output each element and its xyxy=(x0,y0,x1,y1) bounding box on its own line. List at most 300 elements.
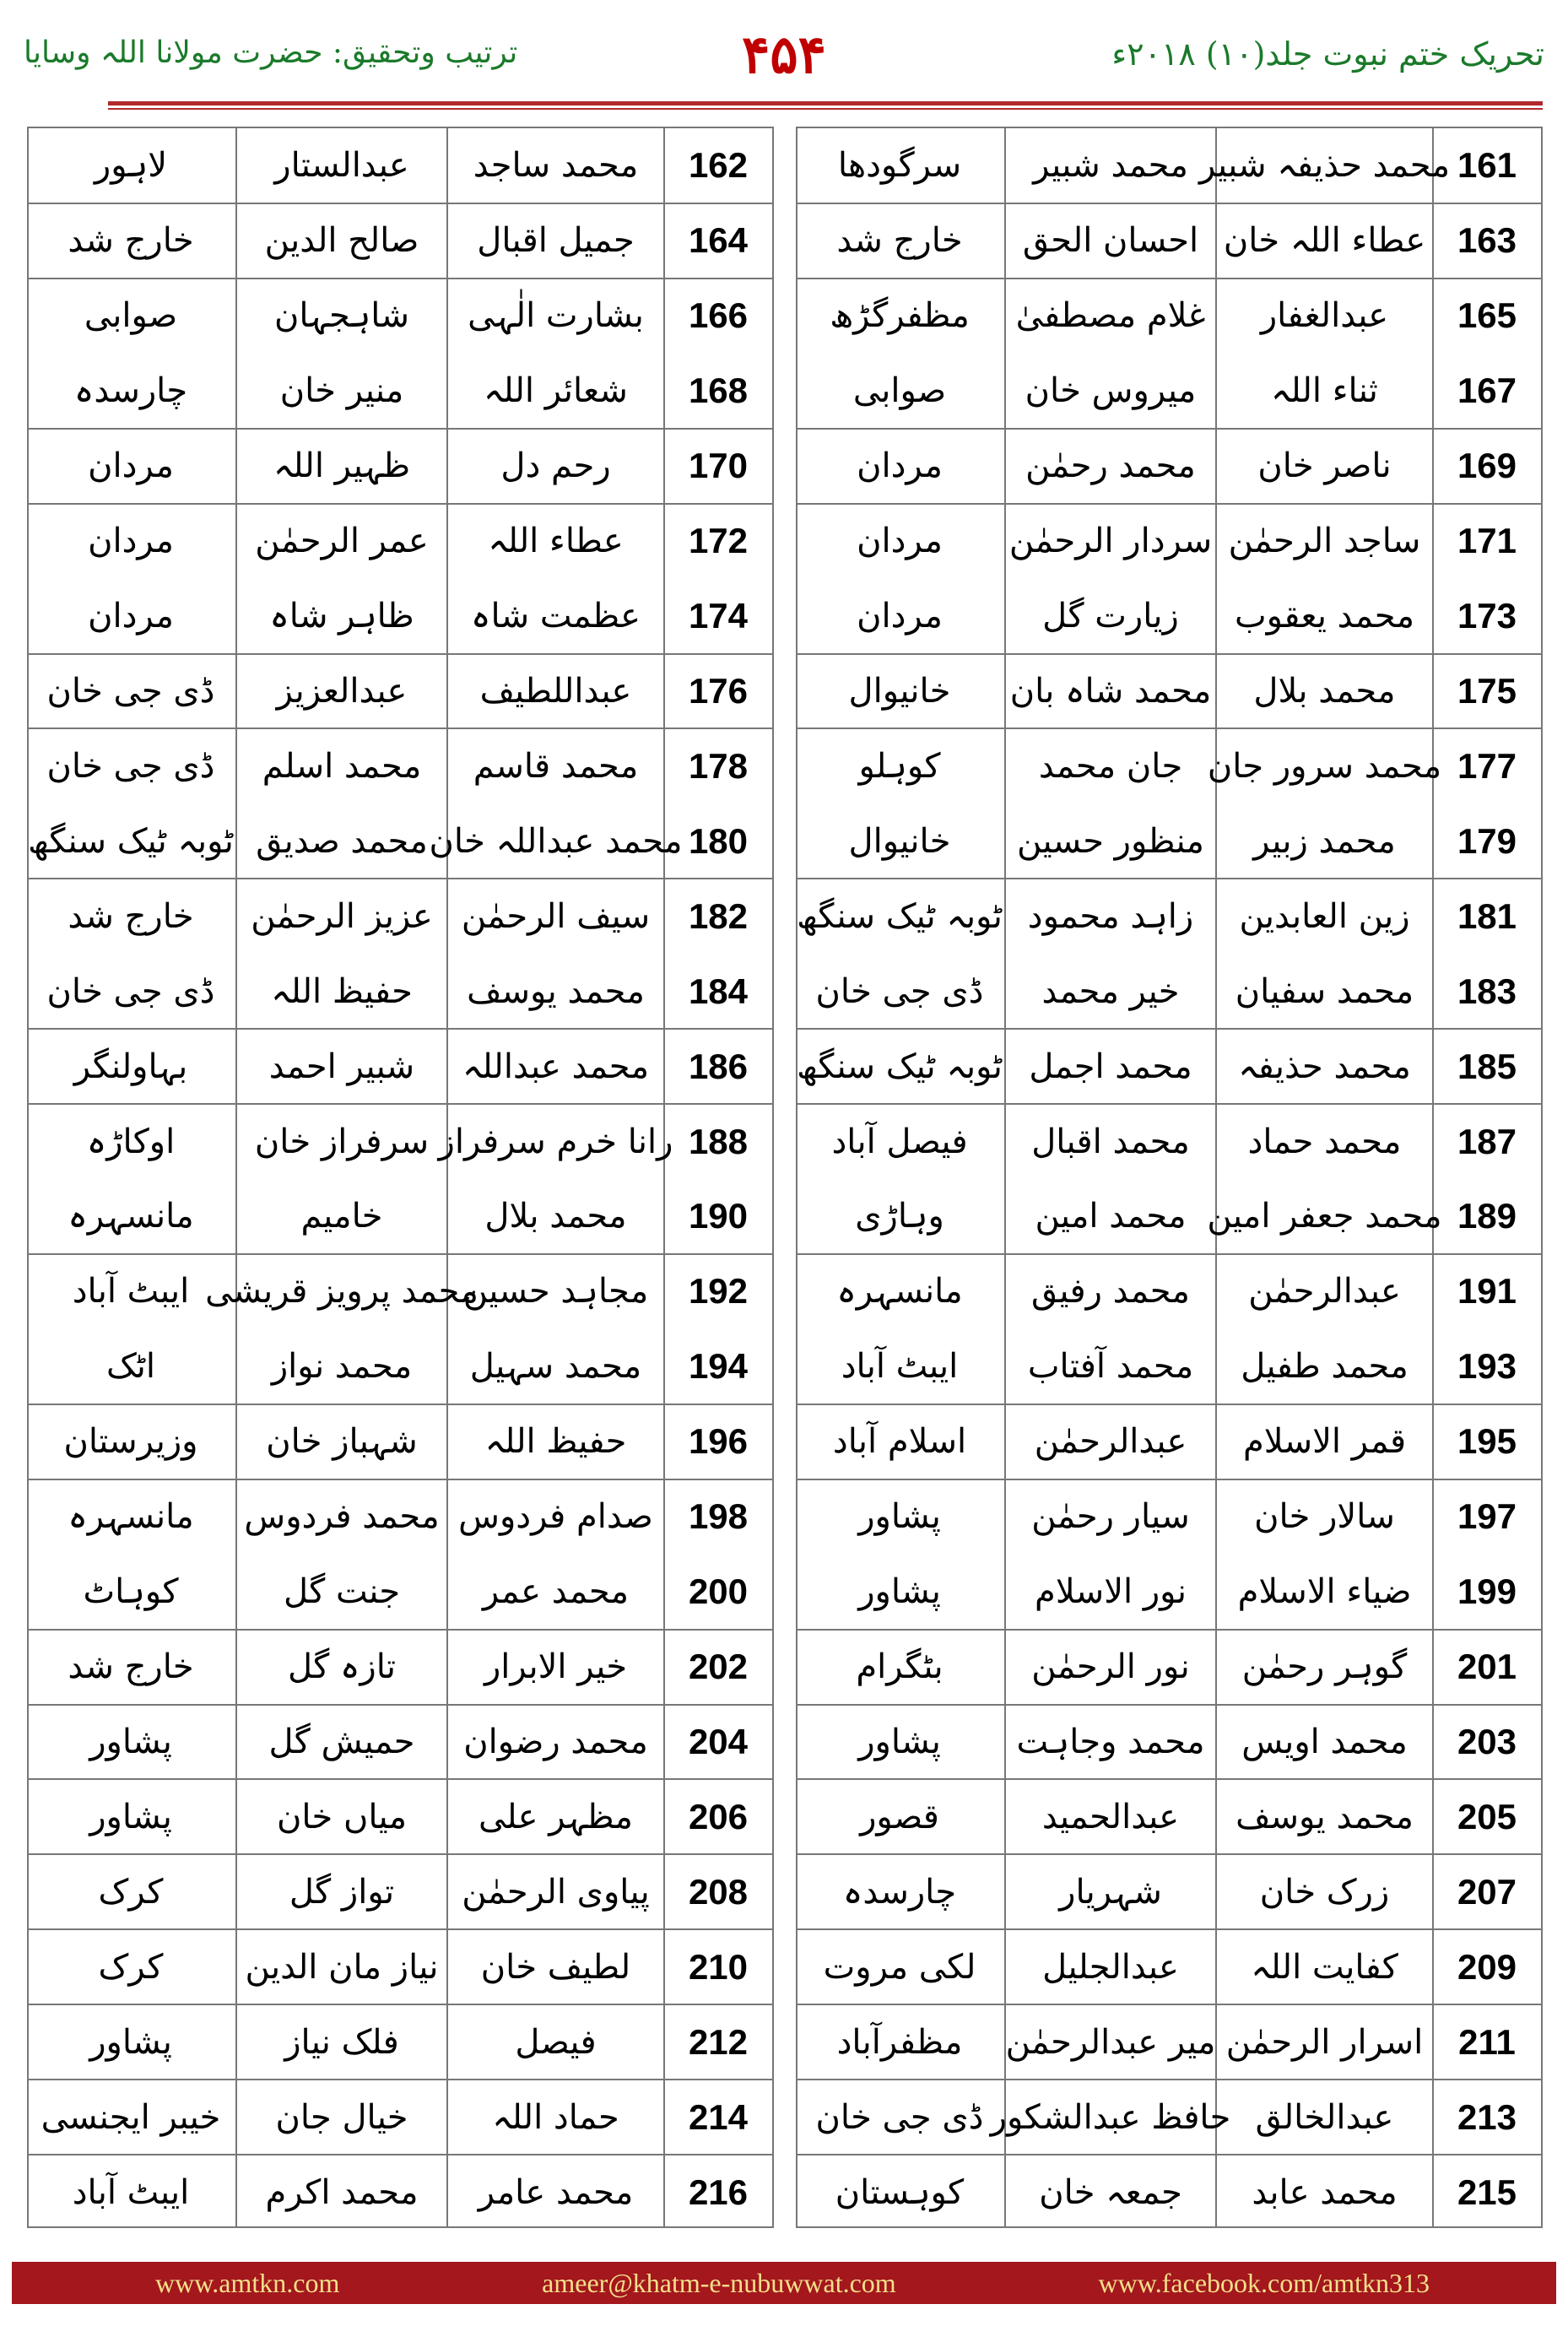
table-row xyxy=(29,128,772,203)
student-name: محمد جعفر امین xyxy=(1207,1197,1442,1236)
city: ایبٹ آباد xyxy=(841,1347,959,1387)
student-name: سالار خان xyxy=(1254,1497,1395,1537)
city: لکی مروت xyxy=(823,1947,976,1987)
student-name: ثناء اللہ xyxy=(1271,371,1378,411)
father-name: خامیم xyxy=(300,1197,383,1236)
city: مانسہرہ xyxy=(836,1272,963,1312)
city: خانیوال xyxy=(848,671,951,711)
serial-number: 176 xyxy=(688,670,749,711)
serial-number: 201 xyxy=(1457,1647,1517,1687)
father-name: خیر محمد xyxy=(1041,971,1180,1011)
student-name: محمد رضوان xyxy=(463,1722,648,1761)
father-name: زیارت گل xyxy=(1042,597,1179,636)
father-name: شہباز خان xyxy=(266,1422,418,1462)
city: مردان xyxy=(857,597,943,636)
city: مظفرگڑھ xyxy=(830,296,970,336)
table-row xyxy=(798,654,1541,729)
father-name: محمد شاہ بان xyxy=(1009,671,1212,711)
student-name: سیف الرحمٰن xyxy=(461,896,651,936)
book-title: تحریک ختم نبوت جلد(۱۰) ۲۰۱۸ء xyxy=(1111,35,1544,73)
table-row xyxy=(798,579,1541,654)
city: ٹوبہ ٹیک سنگھ xyxy=(28,821,234,861)
row-divider xyxy=(798,1629,1541,1631)
student-name: پیاوی الرحمٰن xyxy=(462,1872,650,1912)
serial-number: 164 xyxy=(688,220,749,261)
student-name: فیصل xyxy=(515,2022,597,2062)
serial-number: 182 xyxy=(688,895,749,936)
row-divider xyxy=(29,1253,772,1255)
table-row xyxy=(29,728,772,803)
city: کرک xyxy=(98,1872,164,1912)
serial-number: 203 xyxy=(1457,1721,1517,1761)
student-name: حماد اللہ xyxy=(492,2097,619,2137)
father-name: خیال جان xyxy=(275,2097,408,2137)
student-name: محمد طفیل xyxy=(1241,1347,1408,1387)
website-link[interactable]: www.amtkn.com xyxy=(155,2267,340,2298)
city: سرگودھا xyxy=(837,146,962,186)
table-left-half xyxy=(27,127,774,2228)
table-row xyxy=(29,1479,772,1555)
city: پشاور xyxy=(89,1797,172,1836)
header-rule-thin xyxy=(108,108,1543,110)
row-divider xyxy=(29,653,772,655)
table-row xyxy=(798,2004,1541,2080)
city: ٹوبہ ٹیک سنگھ xyxy=(797,1047,1003,1086)
father-name: محمد صدیق xyxy=(256,821,428,861)
page-header xyxy=(0,0,1568,110)
serial-number: 180 xyxy=(688,820,749,861)
serial-number: 168 xyxy=(688,371,749,411)
serial-number: 181 xyxy=(1457,895,1517,936)
row-divider xyxy=(29,1928,772,1930)
table-row xyxy=(29,654,772,729)
row-divider xyxy=(29,1028,772,1030)
city: پشاور xyxy=(858,1722,941,1761)
table-row xyxy=(29,1705,772,1780)
student-name: محمد سہیل xyxy=(469,1347,642,1387)
serial-number: 198 xyxy=(688,1496,749,1537)
city: مردان xyxy=(88,522,174,561)
father-name: محمد اقبال xyxy=(1031,1122,1190,1161)
table-row xyxy=(798,354,1541,429)
row-divider xyxy=(29,2154,772,2155)
student-name: محمد عامر xyxy=(478,2172,634,2212)
father-name: نور الرحمٰن xyxy=(1031,1647,1190,1687)
serial-number: 186 xyxy=(688,1046,749,1086)
city: بہاولنگر xyxy=(73,1047,188,1086)
serial-number: 165 xyxy=(1457,295,1517,336)
father-name: عزیز الرحمٰن xyxy=(251,896,433,936)
table-row xyxy=(29,803,772,879)
table-row xyxy=(29,2080,772,2155)
table-row xyxy=(29,1104,772,1179)
row-divider xyxy=(798,727,1541,729)
student-name: محمد ساجد xyxy=(473,146,639,186)
city: پشاور xyxy=(858,1572,941,1612)
city: قصور xyxy=(860,1797,939,1836)
city: صوابی xyxy=(852,371,947,411)
table-row xyxy=(29,2155,772,2230)
city: ڈی جی خان xyxy=(815,971,984,1011)
father-name: محمد شبیر xyxy=(1033,146,1188,186)
student-name: رانا خرم سرفراز xyxy=(438,1122,673,1161)
city: اوکاڑہ xyxy=(86,1122,176,1161)
father-name: ظہیر اللہ xyxy=(273,446,411,486)
serial-number: 171 xyxy=(1457,521,1517,561)
row-divider xyxy=(798,203,1541,204)
father-name: سرفراز خان xyxy=(254,1122,430,1161)
row-divider xyxy=(798,2079,1541,2080)
city: ڈی جی خان xyxy=(815,2097,984,2137)
city: خارج شد xyxy=(836,221,963,261)
table-row xyxy=(29,954,772,1029)
student-name: محمد عمر xyxy=(482,1572,630,1612)
serial-number: 204 xyxy=(688,1721,749,1761)
student-name: مجاہد حسین xyxy=(462,1272,649,1312)
father-name: احسان الحق xyxy=(1022,221,1199,261)
serial-number: 169 xyxy=(1457,446,1517,486)
city: خارج شد xyxy=(68,1647,194,1687)
row-divider xyxy=(29,878,772,879)
father-name: محمد امین xyxy=(1035,1197,1187,1236)
student-name: قمر الاسلام xyxy=(1242,1422,1407,1462)
father-name: شاہجہان xyxy=(274,296,409,336)
student-name: عطاء اللہ xyxy=(488,522,624,561)
father-name: جمعہ خان xyxy=(1039,2172,1182,2212)
serial-number: 212 xyxy=(688,2021,749,2062)
table-row xyxy=(798,1705,1541,1780)
serial-number: 167 xyxy=(1457,371,1517,411)
row-divider xyxy=(798,428,1541,430)
table-row xyxy=(798,1479,1541,1555)
father-name: میاں خان xyxy=(276,1797,408,1836)
father-name: نور الاسلام xyxy=(1035,1572,1187,1612)
student-name: گوہر رحمٰن xyxy=(1241,1647,1408,1687)
student-name: محمد بلال xyxy=(1253,671,1396,711)
row-divider xyxy=(29,1853,772,1855)
student-name: کفایت اللہ xyxy=(1251,1947,1398,1987)
table-row xyxy=(29,579,772,654)
row-divider xyxy=(29,1404,772,1405)
city: اسلام آباد xyxy=(832,1422,967,1462)
student-name: عبداللطیف xyxy=(479,671,632,711)
father-name: تواز گل xyxy=(289,1872,395,1912)
student-name: بشارت الٰہی xyxy=(468,296,644,336)
student-name: محمد اویس xyxy=(1241,1722,1408,1761)
table-row xyxy=(29,1404,772,1479)
student-name: صدام فردوس xyxy=(458,1497,653,1537)
city: وزیرستان xyxy=(63,1422,198,1462)
city: کوہستان xyxy=(835,2172,965,2212)
table-row xyxy=(29,1854,772,1929)
serial-number: 183 xyxy=(1457,971,1517,1011)
table-row xyxy=(798,1854,1541,1929)
serial-number: 161 xyxy=(1457,145,1517,186)
serial-number: 191 xyxy=(1457,1271,1517,1312)
city: پشاور xyxy=(89,1722,172,1761)
serial-number: 216 xyxy=(688,2172,749,2212)
father-name: شہریار xyxy=(1059,1872,1162,1912)
serial-number: 177 xyxy=(1457,745,1517,786)
serial-number: 213 xyxy=(1457,2096,1517,2137)
serial-number: 170 xyxy=(688,446,749,486)
table-row xyxy=(29,429,772,504)
row-divider xyxy=(29,203,772,204)
serial-number: 174 xyxy=(688,596,749,636)
father-name: حفیظ اللہ xyxy=(271,971,413,1011)
city: مظفرآباد xyxy=(836,2022,963,2062)
student-name: زین العابدین xyxy=(1239,896,1410,936)
father-name: غلام مصطفیٰ xyxy=(1015,296,1206,336)
city: مانسہرہ xyxy=(68,1497,194,1537)
student-name: عبدالغفار xyxy=(1260,296,1389,336)
father-name: زاہد محمود xyxy=(1027,896,1194,936)
table-row xyxy=(798,1555,1541,1630)
student-name: لطیف خان xyxy=(480,1947,631,1987)
table-row xyxy=(798,1929,1541,2004)
row-divider xyxy=(29,1479,772,1480)
city: چارسدہ xyxy=(73,371,188,411)
city: صوابی xyxy=(84,296,178,336)
city: مردان xyxy=(88,597,174,636)
serial-number: 205 xyxy=(1457,1796,1517,1836)
father-name: سردار الرحمٰن xyxy=(1008,522,1213,561)
table-row xyxy=(29,1555,772,1630)
serial-number: 166 xyxy=(688,295,749,336)
father-name: محمد وجاہت xyxy=(1016,1722,1205,1761)
serial-number: 208 xyxy=(688,1871,749,1912)
table-row xyxy=(29,1029,772,1104)
serial-number: 195 xyxy=(1457,1421,1517,1462)
father-name: میروس خان xyxy=(1025,371,1197,411)
row-divider xyxy=(798,1404,1541,1405)
serial-number: 185 xyxy=(1457,1046,1517,1086)
father-name: عبدالحمید xyxy=(1041,1797,1180,1836)
city: بٹگرام xyxy=(856,1647,944,1687)
table-row xyxy=(29,1254,772,1329)
student-name: محمد حذیفہ xyxy=(1238,1047,1411,1086)
father-name: نیاز مان الدین xyxy=(245,1947,439,1987)
city: خانیوال xyxy=(848,821,951,861)
father-name: عبدالعزیز xyxy=(276,671,408,711)
table-row xyxy=(798,1404,1541,1479)
serial-number: 178 xyxy=(688,745,749,786)
father-name: محمد نواز xyxy=(271,1347,413,1387)
table-row xyxy=(798,1630,1541,1705)
page-footer xyxy=(12,2262,1556,2304)
table-row xyxy=(798,1029,1541,1104)
father-name: محمد رحمٰن xyxy=(1025,446,1196,486)
row-divider xyxy=(798,1928,1541,1930)
father-name: تازہ گل xyxy=(287,1647,397,1687)
serial-number: 172 xyxy=(688,521,749,561)
serial-number: 188 xyxy=(688,1121,749,1161)
row-divider xyxy=(798,503,1541,505)
student-name: رحم دل xyxy=(500,446,611,486)
table-row xyxy=(798,1254,1541,1329)
student-name: محمد قاسم xyxy=(473,746,639,786)
father-name: عمر الرحمٰن xyxy=(255,522,429,561)
serial-number: 202 xyxy=(688,1647,749,1687)
city: ایبٹ آباد xyxy=(72,1272,190,1312)
row-divider xyxy=(29,428,772,430)
row-divider xyxy=(798,1028,1541,1030)
serial-number: 173 xyxy=(1457,596,1517,636)
table-row xyxy=(798,803,1541,879)
city: ٹوبہ ٹیک سنگھ xyxy=(797,896,1003,936)
table-row xyxy=(29,279,772,354)
city: ڈی جی خان xyxy=(46,971,215,1011)
student-name: اسرار الرحمٰن xyxy=(1225,2022,1424,2062)
row-divider xyxy=(29,278,772,279)
email-link[interactable]: ameer@khatm-e-nubuwwat.com xyxy=(542,2267,896,2298)
student-name: محمد عابد xyxy=(1252,2172,1398,2212)
father-name: محمد آفتاب xyxy=(1027,1347,1194,1387)
table-row xyxy=(798,429,1541,504)
row-divider xyxy=(29,1103,772,1105)
student-name: ناصر خان xyxy=(1257,446,1392,486)
student-name: عظمت شاہ xyxy=(471,597,641,636)
father-name: صالح الدین xyxy=(264,221,419,261)
father-name: شبیر احمد xyxy=(268,1047,415,1086)
father-name: منیر خان xyxy=(279,371,404,411)
table-row xyxy=(798,1779,1541,1854)
serial-number: 210 xyxy=(688,1946,749,1987)
father-name: محمد فردوس xyxy=(244,1497,440,1537)
row-divider xyxy=(29,1704,772,1706)
row-divider xyxy=(29,2079,772,2080)
serial-number: 175 xyxy=(1457,670,1517,711)
table-row xyxy=(798,504,1541,579)
city: اٹک xyxy=(105,1347,156,1387)
student-name: حفیظ اللہ xyxy=(484,1422,627,1462)
father-name: محمد پرویز قریشی xyxy=(205,1272,479,1312)
student-name: ساجد الرحمٰن xyxy=(1228,522,1421,561)
student-name: ضیاء الاسلام xyxy=(1237,1572,1412,1612)
table-row xyxy=(798,728,1541,803)
serial-number: 184 xyxy=(688,971,749,1011)
table-row xyxy=(798,1104,1541,1179)
student-name: محمد زبیر xyxy=(1253,821,1396,861)
city: چارسدہ xyxy=(842,1872,957,1912)
city: مردان xyxy=(88,446,174,486)
student-name: جمیل اقبال xyxy=(477,221,635,261)
table-row xyxy=(29,1779,772,1854)
father-name: میر عبدالرحمٰن xyxy=(1005,2022,1216,2062)
serial-number: 194 xyxy=(688,1346,749,1387)
compiler-credit: ترتیب وتحقیق: حضرت مولانا اللہ وسایا xyxy=(24,35,518,70)
student-name: خیر الابرار xyxy=(484,1647,628,1687)
serial-number: 197 xyxy=(1457,1496,1517,1537)
table-row xyxy=(29,1630,772,1705)
city: پشاور xyxy=(858,1497,941,1537)
serial-number: 211 xyxy=(1458,2021,1516,2062)
student-name: محمد یوسف xyxy=(1235,1797,1414,1836)
city: خارج شد xyxy=(68,221,194,261)
row-divider xyxy=(29,2004,772,2005)
student-name: عطاء اللہ خان xyxy=(1223,221,1426,261)
serial-number: 162 xyxy=(688,145,749,186)
city: مانسہرہ xyxy=(68,1197,194,1236)
student-name: محمد یوسف xyxy=(467,971,645,1011)
table-row xyxy=(798,1179,1541,1254)
student-name: محمد حماد xyxy=(1247,1122,1402,1161)
father-name: ظاہر شاہ xyxy=(269,597,414,636)
father-name: منظور حسین xyxy=(1017,821,1204,861)
student-name: محمد سفیان xyxy=(1235,971,1414,1011)
father-name: محمد اسلم xyxy=(262,746,422,786)
father-name: محمد رفیق xyxy=(1031,1272,1190,1312)
row-divider xyxy=(798,1253,1541,1255)
row-divider xyxy=(29,1629,772,1631)
serial-number: 163 xyxy=(1457,220,1517,261)
table-row xyxy=(29,203,772,279)
serial-number: 215 xyxy=(1457,2172,1517,2212)
serial-number: 190 xyxy=(688,1196,749,1236)
row-divider xyxy=(29,727,772,729)
father-name: محمد اجمل xyxy=(1029,1047,1192,1086)
father-name: سیار رحمٰن xyxy=(1031,1497,1190,1537)
page-number: ۴۵۴ xyxy=(742,24,826,85)
city: کوہلو xyxy=(858,746,941,786)
row-divider xyxy=(798,653,1541,655)
row-divider xyxy=(798,1479,1541,1480)
serial-number: 192 xyxy=(688,1271,749,1312)
city: لاہور xyxy=(94,146,168,186)
student-name: عبدالرحمٰن xyxy=(1248,1272,1401,1312)
city: وہاڑی xyxy=(855,1197,944,1236)
father-name: محمد اکرم xyxy=(265,2172,419,2212)
student-name: محمد بلال xyxy=(484,1197,627,1236)
names-table xyxy=(27,127,1543,2228)
father-name: عبدالرحمٰن xyxy=(1034,1422,1187,1462)
row-divider xyxy=(29,1778,772,1780)
city: مردان xyxy=(857,446,943,486)
father-name: جنت گل xyxy=(283,1572,401,1612)
table-row xyxy=(798,954,1541,1029)
row-divider xyxy=(798,2154,1541,2155)
row-divider xyxy=(798,1103,1541,1105)
city: مردان xyxy=(857,522,943,561)
student-name: محمد سرور جان xyxy=(1207,746,1442,786)
student-name: محمد یعقوب xyxy=(1234,597,1415,636)
student-name: شعائر اللہ xyxy=(484,371,628,411)
father-name: جان محمد xyxy=(1038,746,1183,786)
table-row xyxy=(798,203,1541,279)
city: فیصل آباد xyxy=(831,1122,968,1161)
row-divider xyxy=(798,1704,1541,1706)
serial-number: 179 xyxy=(1457,820,1517,861)
serial-number: 206 xyxy=(688,1796,749,1836)
table-row xyxy=(798,1329,1541,1404)
row-divider xyxy=(798,1778,1541,1780)
city: ڈی جی خان xyxy=(46,671,215,711)
facebook-link[interactable]: www.facebook.com/amtkn313 xyxy=(1098,2267,1430,2298)
table-row xyxy=(29,1329,772,1404)
father-name: حمیش گل xyxy=(268,1722,415,1761)
city: ایبٹ آباد xyxy=(72,2172,190,2212)
serial-number: 209 xyxy=(1457,1946,1517,1987)
serial-number: 187 xyxy=(1457,1121,1517,1161)
serial-number: 200 xyxy=(688,1571,749,1612)
row-divider xyxy=(29,503,772,505)
table-row xyxy=(29,1929,772,2004)
serial-number: 214 xyxy=(688,2096,749,2137)
serial-number: 207 xyxy=(1457,1871,1517,1912)
student-name: محمد حذیفہ شبیر xyxy=(1198,146,1451,186)
city: پشاور xyxy=(89,2022,172,2062)
table-row xyxy=(29,879,772,954)
